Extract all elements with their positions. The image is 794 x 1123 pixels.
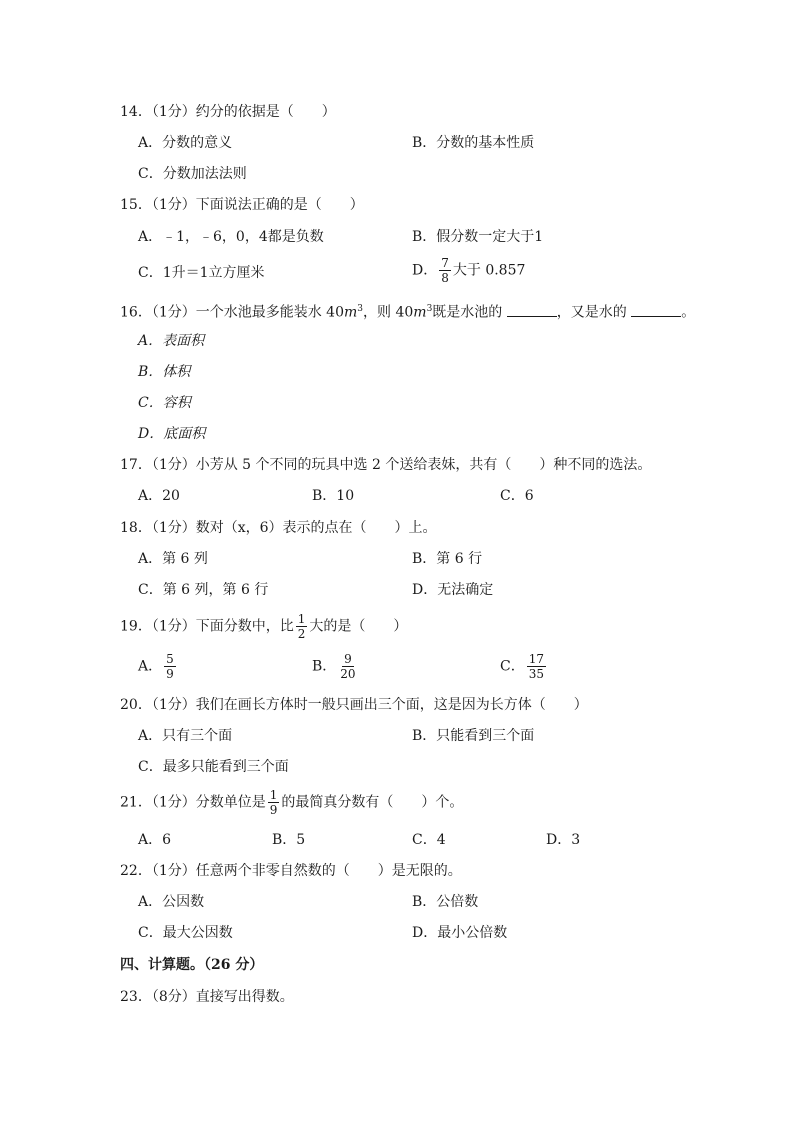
option-16-d: D．底面积	[138, 426, 206, 442]
option-20-a: A．只有三个面	[138, 728, 233, 744]
option-15-d-prefix: D．	[412, 262, 438, 279]
option-21-b: B．5	[272, 832, 306, 848]
section-heading: 四、计算题。（26 分）	[120, 957, 264, 973]
option-16-b: B．体积	[138, 364, 191, 380]
question-19-prefix: 19．（1分）下面分数中，比	[120, 618, 294, 635]
question-19-suffix: 大的是（ ）	[309, 618, 408, 635]
question-18: 18．（1分）数对（x，6）表示的点在（ ）上。	[120, 520, 437, 536]
answer-blank-1[interactable]	[507, 302, 557, 317]
option-21-c: C．4	[412, 832, 446, 848]
unit-m: m	[344, 304, 358, 321]
fraction-5-9	[164, 652, 176, 681]
option-14-a: A．分数的意义	[138, 135, 233, 151]
option-22-b: B．公倍数	[412, 894, 479, 910]
option-17-a: A．20	[138, 488, 180, 504]
option-20-b: B．只能看到三个面	[412, 728, 535, 744]
option-19-b	[312, 652, 360, 681]
question-16-mid: ，则 40	[363, 304, 414, 321]
fraction-numerator: 1	[297, 612, 306, 626]
option-18-c: C．第 6 列，第 6 行	[138, 582, 269, 598]
question-21-suffix: 的最简真分数有（ ）个。	[281, 794, 464, 811]
fraction-numerator: 7	[441, 256, 449, 270]
option-17-b: B．10	[312, 488, 355, 504]
question-16-end: 。	[681, 304, 696, 321]
answer-blank-2[interactable]	[631, 302, 681, 317]
option-19-c	[500, 652, 548, 681]
question-21-prefix: 21．（1分）分数单位是	[120, 794, 266, 811]
option-19-a	[138, 652, 178, 681]
option-label: B．	[312, 658, 337, 675]
fraction-denominator: 20	[340, 667, 356, 681]
option-15-a: A．﹣1，﹣6，0，4都是负数	[138, 229, 324, 245]
option-20-c: C．最多只能看到三个面	[138, 759, 289, 775]
fraction-denominator: 2	[297, 627, 306, 641]
fraction-denominator: 8	[441, 271, 449, 285]
option-15-d	[412, 256, 525, 285]
question-20: 20．（1分）我们在画长方体时一般只画出三个面，这是因为长方体（ ）	[120, 697, 588, 713]
question-21	[120, 788, 463, 817]
fraction-numerator: 17	[528, 652, 544, 666]
option-15-d-suffix: 大于 0.857	[452, 262, 526, 279]
fraction-denominator: 9	[269, 803, 278, 817]
question-16-mid2: 既是水池的	[432, 304, 507, 321]
fraction-numerator: 1	[269, 788, 278, 802]
option-18-a: A．第 6 列	[138, 551, 208, 567]
option-14-b: B．分数的基本性质	[412, 135, 535, 151]
fraction-numerator: 9	[344, 652, 352, 666]
option-14-c: C．分数加法法则	[138, 166, 247, 182]
fraction-17-35	[527, 652, 546, 681]
option-22-a: A．公因数	[138, 894, 205, 910]
question-14: 14．（1分）约分的依据是（ ）	[120, 104, 336, 120]
option-22-d: D．最小公倍数	[412, 925, 508, 941]
option-18-b: B．第 6 行	[412, 551, 483, 567]
question-23: 23．（8分）直接写出得数。	[120, 989, 294, 1005]
option-15-c: C．1升＝1立方厘米	[138, 265, 265, 281]
option-21-d: D．3	[546, 832, 581, 848]
option-label: A．	[138, 658, 163, 675]
fraction-7-8	[439, 256, 451, 285]
exponent: 3	[426, 304, 433, 314]
question-22: 22．（1分）任意两个非零自然数的（ ）是无限的。	[120, 863, 462, 879]
unit-m: m	[413, 304, 427, 321]
option-15-b: B．假分数一定大于1	[412, 229, 544, 245]
fraction-numerator: 5	[166, 652, 174, 666]
option-16-a: A．表面积	[138, 333, 205, 349]
question-17: 17．（1分）小芳从 5 个不同的玩具中选 2 个送给表妹，共有（ ）种不同的选法。	[120, 457, 652, 473]
question-16-mid3: ，又是水的	[556, 304, 632, 321]
fraction-1-9	[268, 788, 280, 817]
question-16	[120, 299, 695, 323]
option-21-a: A．6	[138, 832, 172, 848]
option-22-c: C．最大公因数	[138, 925, 233, 941]
fraction-1-2	[296, 612, 308, 641]
option-17-c: C．6	[500, 488, 534, 504]
exponent: 3	[357, 304, 364, 314]
option-16-c: C．容积	[138, 395, 191, 411]
question-15: 15．（1分）下面说法正确的是（ ）	[120, 197, 364, 213]
option-18-d: D．无法确定	[412, 582, 494, 598]
option-label: C．	[500, 658, 525, 675]
question-16-prefix: 16．（1分）一个水池最多能装水 40	[120, 304, 344, 321]
fraction-denominator: 9	[166, 667, 174, 681]
fraction-9-20	[338, 652, 357, 681]
fraction-denominator: 35	[528, 667, 544, 681]
question-19	[120, 612, 407, 641]
